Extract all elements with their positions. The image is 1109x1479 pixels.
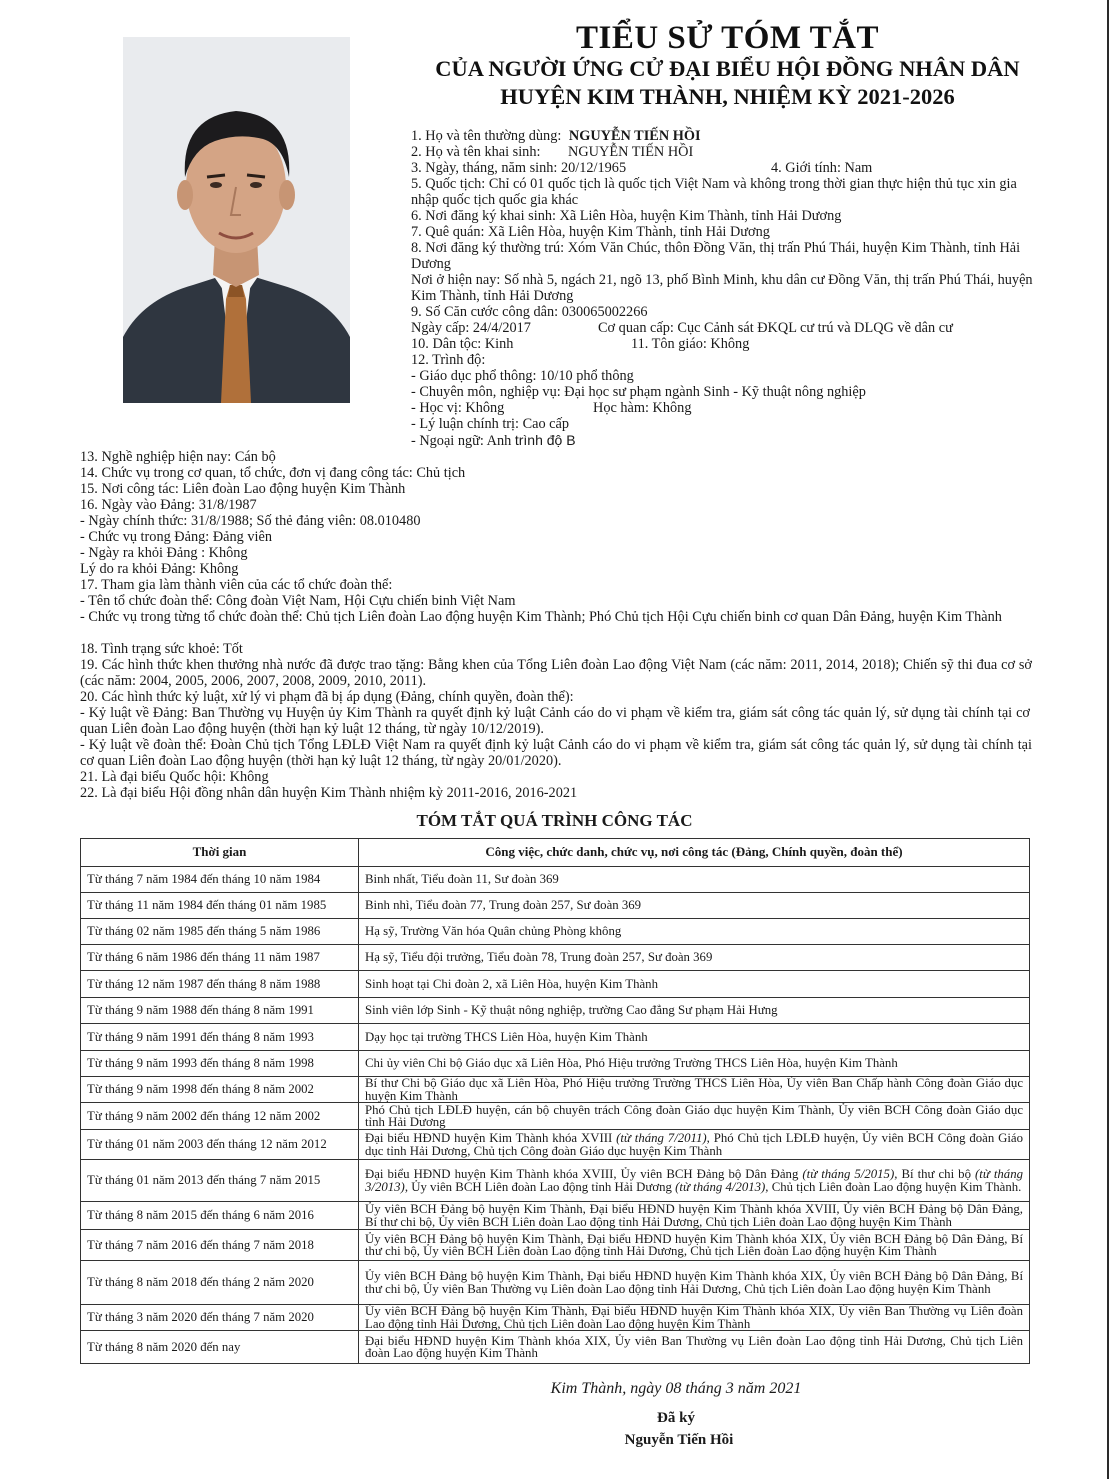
- row-description-text: Đại biểu HĐND huyện Kim Thành khóa XVIII, Ủy viên BCH Đảng bộ Dân Đảng: [365, 1167, 803, 1181]
- occupation: 13. Nghề nghiệp hiện nay: Cán bộ: [80, 449, 276, 465]
- row-description: Đại biểu HĐND huyện Kim Thành khóa XIX, Ủy viên Ban Thường vụ Liên đoàn Lao động tỉnh Hải Dương, Chủ tịch Liên đoàn Lao động huyện Kim Thành: [359, 1331, 1030, 1364]
- hometown: 7. Quê quán: Xã Liên Hòa, huyện Kim Thành, tỉnh Hải Dương: [411, 224, 770, 240]
- table-header-row: [81, 839, 1030, 867]
- row-description: Sinh hoạt tại Chi đoàn 2, xã Liên Hòa, huyện Kim Thành: [359, 971, 1030, 998]
- work-history-rows: [81, 867, 1030, 1364]
- national-assembly-delegate: 21. Là đại biểu Quốc hội: Không: [80, 769, 269, 785]
- party-position: - Chức vụ trong Đảng: Đảng viên: [80, 529, 272, 545]
- table-row: [81, 1305, 1030, 1331]
- row-description: Sinh viên lớp Sinh - Kỹ thuật nông nghiệp, trường Cao đẳng Sư phạm Hải Hưng: [359, 998, 1030, 1024]
- political-theory: - Lý luận chính trị: Cao cấp: [411, 416, 570, 432]
- table-row: [81, 1077, 1030, 1103]
- foreign-language-name: - Ngoại ngữ: Anh: [411, 433, 512, 449]
- info-label: 1. Họ và tên thường dùng:: [411, 128, 562, 144]
- row-description-note: (từ tháng 4/2013): [675, 1179, 766, 1194]
- professional-qualification: - Chuyên môn, nghiệp vụ: Đại học sư phạm ngành Sinh - Kỹ thuật nông nghiệp: [411, 384, 866, 400]
- permanent-residence: 8. Nơi đăng ký thường trú: Xóm Văn Chúc, thôn Đồng Văn, thị trấn Phú Thái, huyện Kim Thành, tỉnh Hải Dương: [411, 240, 1021, 272]
- row-description-note: (từ tháng 7/2011): [616, 1131, 707, 1145]
- workplace: 15. Nơi công tác: Liên đoàn Lao động huyện Kim Thành: [80, 481, 406, 497]
- row-time: Từ tháng 9 năm 1998 đến tháng 8 năm 2002: [81, 1077, 359, 1103]
- portrait-photo: [123, 37, 350, 403]
- nationality: 5. Quốc tịch: Chỉ có 01 quốc tịch là quốc tịch Việt Nam và không trong thời gian thực hiện thủ tục xin gia nhập quốc tịch quốc gia khác: [411, 176, 1017, 208]
- table-row: [81, 945, 1030, 971]
- work-history-title: TÓM TẮT QUÁ TRÌNH CÔNG TÁC: [416, 811, 693, 830]
- party-exit-date: - Ngày ra khỏi Đảng : Không: [80, 545, 248, 561]
- party-official-date: - Ngày chính thức: 31/8/1988; Số thẻ đảng viên: 08.010480: [80, 513, 421, 529]
- academic-title: Học hàm: Không: [593, 400, 692, 416]
- academic-degree: - Học vị: Không: [411, 400, 505, 416]
- row-description: Binh nhì, Tiểu đoàn 77, Trung đoàn 257, Sư đoàn 369: [359, 893, 1030, 919]
- table-row: [81, 1051, 1030, 1077]
- row-description: Binh nhất, Tiểu đoàn 11, Sư đoàn 369: [359, 867, 1030, 893]
- row-time: Từ tháng 8 năm 2020 đến nay: [81, 1331, 359, 1364]
- religion: 11. Tôn giáo: Không: [631, 336, 750, 352]
- row-description: Ủy viên BCH Đảng bộ huyện Kim Thành, Đại biểu HĐND huyện Kim Thành khóa XIX, Ủy viên BCH Đảng bộ Dân Đảng, Bí thư chi bộ, Ủy viên BCH Liên đoàn Lao động tỉnh Hải Dương, Chủ tịch Liên đoàn Lao động huyện Kim Thành: [359, 1230, 1030, 1261]
- table-row: [81, 867, 1030, 893]
- signing-place-date: Kim Thành, ngày 08 tháng 3 năm 2021: [550, 1380, 802, 1397]
- foreign-language: [411, 432, 576, 449]
- organizations-heading: 17. Tham gia làm thành viên của các tổ chức đoàn thể:: [80, 577, 393, 593]
- row-time: Từ tháng 9 năm 1993 đến tháng 8 năm 1998: [81, 1051, 359, 1077]
- row-time: Từ tháng 9 năm 1988 đến tháng 8 năm 1991: [81, 998, 359, 1024]
- row-description: Dạy học tại trường THCS Liên Hòa, huyện Kim Thành: [359, 1024, 1030, 1051]
- row-description: Bí thư Chi bộ Giáo dục xã Liên Hòa, Phó Hiệu trưởng Trường THCS Liên Hòa, Ủy viên Ban Chấp hành Công đoàn Giáo dục huyện Kim Thành: [359, 1077, 1030, 1103]
- table-row: [81, 971, 1030, 998]
- row-description: [359, 1130, 1030, 1160]
- row-description-text: , Bí thư chi bộ: [894, 1167, 976, 1181]
- row-time: Từ tháng 01 năm 2013 đến tháng 7 năm 2015: [81, 1160, 359, 1202]
- row-description: Ủy viên BCH Đảng bộ huyện Kim Thành, Đại biểu HĐND huyện Kim Thành khóa XIX, Ủy viên BCH Đảng bộ Dân Đảng, Bí thư chi bộ, Ủy viên Ban Thường vụ Liên đoàn Lao động tỉnh Hải Dương, Chủ tịch Liên đoàn Lao động huyện Kim Thành: [359, 1261, 1030, 1305]
- row-description-text: , Phó Chủ tịch LĐLĐ huyện, Ủy viên BCH Công đoàn Giáo dục tỉnh Hải Dương, Chủ tịch Công đoàn Giáo dục huyện Kim Thành: [365, 1131, 1023, 1158]
- signed-status: Đã ký: [657, 1410, 695, 1426]
- work-history-table: [80, 838, 1030, 1364]
- table-row: [81, 1024, 1030, 1051]
- organization-positions: - Chức vụ trong từng tổ chức đoàn thể: Chủ tịch Liên đoàn Lao động huyện Kim Thành; Phó Chủ tịch Hội Cựu chiến binh cơ quan Dân Đảng, huyện Kim Thành: [80, 609, 1002, 625]
- row-description: Ủy viên BCH Đảng bộ huyện Kim Thành, Đại biểu HĐND huyện Kim Thành khóa XIX, Ủy viên Ban Thường vụ Liên đoàn Lao động tỉnh Hải Dương, Chủ tịch Liên đoàn Lao động huyện Kim Thành: [359, 1305, 1030, 1331]
- row-description-text: , Ủy viên BCH Liên đoàn Lao động tỉnh Hải Dương: [404, 1179, 676, 1194]
- id-issuer: Cơ quan cấp: Cục Cảnh sát ĐKQL cư trú và DLQG về dân cư: [598, 320, 953, 336]
- document-subtitle-1: CỦA NGƯỜI ỨNG CỬ ĐẠI BIỂU HỘI ĐỒNG NHÂN DÂN: [435, 56, 1020, 81]
- info-line-1: [411, 128, 701, 144]
- row-time: Từ tháng 8 năm 2015 đến tháng 6 năm 2016: [81, 1202, 359, 1230]
- position: 14. Chức vụ trong cơ quan, tổ chức, đơn vị đang công tác: Chủ tịch: [80, 465, 466, 481]
- row-time: Từ tháng 9 năm 1991 đến tháng 8 năm 1993: [81, 1024, 359, 1051]
- birth-name: NGUYỄN TIẾN HỒI: [568, 144, 694, 160]
- council-delegate: 22. Là đại biểu Hội đồng nhân dân huyện Kim Thành nhiệm kỳ 2011-2016, 2016-2021: [80, 785, 578, 801]
- table-row: [81, 1331, 1030, 1364]
- party-discipline: - Kỷ luật về Đảng: Ban Thường vụ Huyện ủy Kim Thành ra quyết định kỷ luật Cảnh cáo do vi phạm về kiểm tra, giám sát công tác quản lý, sử dụng tài chính tại cơ quan Liên đoàn Lao động huyện (thời hạn kỷ luật 12 tháng, từ ngày 10/12/2019).: [80, 705, 1030, 737]
- party-exit-reason: Lý do ra khỏi Đảng: Không: [80, 561, 239, 577]
- document-subtitle-2: HUYỆN KIM THÀNH, NHIỆM KỲ 2021-2026: [500, 84, 955, 109]
- union-discipline: - Kỷ luật về đoàn thể: Đoàn Chủ tịch Tổng LĐLĐ Việt Nam ra quyết định kỷ luật Cảnh cáo do vi phạm về kiểm tra, giám sát công tác quản lý, sử dụng tài chính tại cơ quan Liên đoàn Lao động huyện (thời hạn kỷ luật 12 tháng, từ ngày 20/01/2020).: [80, 737, 1032, 769]
- table-row: [81, 1103, 1030, 1130]
- row-description-note: (từ tháng 5/2015): [802, 1167, 895, 1181]
- education-heading: 12. Trình độ:: [411, 352, 486, 368]
- row-time: Từ tháng 7 năm 1984 đến tháng 10 năm 1984: [81, 867, 359, 893]
- table-row: [81, 1230, 1030, 1261]
- id-number: 9. Số Căn cước công dân: 030065002266: [411, 304, 648, 320]
- info-line-2: [411, 144, 693, 160]
- row-description: [359, 1160, 1030, 1202]
- birth-registration: 6. Nơi đăng ký khai sinh: Xã Liên Hòa, huyện Kim Thành, tỉnh Hải Dương: [411, 208, 842, 224]
- row-time: Từ tháng 01 năm 2003 đến tháng 12 năm 2012: [81, 1130, 359, 1160]
- row-description: Chi ủy viên Chi bộ Giáo dục xã Liên Hòa, Phó Hiệu trưởng Trường THCS Liên Hòa, huyện Kim Thành: [359, 1051, 1030, 1077]
- row-time: Từ tháng 7 năm 2016 đến tháng 7 năm 2018: [81, 1230, 359, 1261]
- table-row: [81, 1130, 1030, 1160]
- row-description-note: (từ tháng 3/2013): [365, 1167, 1023, 1194]
- row-time: Từ tháng 8 năm 2018 đến tháng 2 năm 2020: [81, 1261, 359, 1305]
- row-time: Từ tháng 9 năm 2002 đến tháng 12 năm 2002: [81, 1103, 359, 1130]
- table-row: [81, 893, 1030, 919]
- current-residence: Nơi ở hiện nay: Số nhà 5, ngách 21, ngõ 13, phố Bình Minh, khu dân cư Đồng Văn, thị trấn Phú Thái, huyện Kim Thành, tỉnh Hải Dương: [411, 272, 1033, 304]
- row-time: Từ tháng 3 năm 2020 đến tháng 7 năm 2020: [81, 1305, 359, 1331]
- document-title: TIỂU SỬ TÓM TẮT: [575, 20, 880, 56]
- row-time: Từ tháng 11 năm 1984 đến tháng 01 năm 1985: [81, 893, 359, 919]
- general-education: - Giáo dục phổ thông: 10/10 phổ thông: [411, 368, 634, 384]
- row-time: Từ tháng 12 năm 1987 đến tháng 8 năm 1988: [81, 971, 359, 998]
- info-label: 2. Họ và tên khai sinh:: [411, 144, 541, 160]
- party-join-date: 16. Ngày vào Đảng: 31/8/1987: [80, 497, 257, 513]
- birth-date: 3. Ngày, tháng, năm sinh: 20/12/1965: [411, 160, 627, 176]
- health-status: 18. Tình trạng sức khoẻ: Tốt: [80, 641, 243, 657]
- table-row: [81, 1202, 1030, 1230]
- table-row: [81, 1261, 1030, 1305]
- ethnicity: 10. Dân tộc: Kinh: [411, 336, 514, 352]
- row-description-text: Đại biểu HĐND huyện Kim Thành khóa XVIII: [365, 1131, 617, 1145]
- row-description-text: , Chủ tịch Liên đoàn Lao động huyện Kim Thành.: [765, 1179, 1022, 1194]
- row-description: Hạ sỹ, Trường Văn hóa Quân chủng Phòng không: [359, 919, 1030, 945]
- awards: 19. Các hình thức khen thưởng nhà nước đã được trao tặng: Bằng khen của Tổng Liên đoàn Lao động Việt Nam (các năm: 2011, 2014, 2018); Chiến sỹ thi đua cơ sở (các năm: 2004, 2005, 2006, 2007, 2008, 2009, 2010, 2011).: [80, 657, 1032, 689]
- signer-name: Nguyễn Tiến Hồi: [624, 1432, 734, 1448]
- row-time: Từ tháng 02 năm 1985 đến tháng 5 năm 1986: [81, 919, 359, 945]
- row-description: Phó Chủ tịch LĐLĐ huyện, cán bộ chuyên trách Công đoàn Giáo dục huyện Kim Thành, Ủy viên BCH Công đoàn Giáo dục tỉnh Hải Dương: [359, 1103, 1030, 1130]
- disciplines-heading: 20. Các hình thức kỷ luật, xử lý vi phạm đã bị áp dụng (Đảng, chính quyền, đoàn thể):: [80, 689, 574, 705]
- row-description: Ủy viên BCH Đảng bộ huyện Kim Thành, Đại biểu HĐND huyện Kim Thành khóa XVIII, Ủy viên BCH Đảng bộ Dân Đảng, Bí thư chi bộ, Ủy viên BCH Liên đoàn Lao động tỉnh Hải Dương, Chủ tịch Liên đoàn Lao động huyện Kim Thành: [359, 1202, 1030, 1230]
- organization-names: - Tên tổ chức đoàn thể: Công đoàn Việt Nam, Hội Cựu chiến binh Việt Nam: [80, 593, 516, 609]
- foreign-language-level: trình độ B: [514, 432, 576, 448]
- row-time: Từ tháng 6 năm 1986 đến tháng 11 năm 1987: [81, 945, 359, 971]
- common-name: NGUYỄN TIẾN HỒI: [568, 128, 701, 144]
- table-row: [81, 919, 1030, 945]
- gender: 4. Giới tính: Nam: [771, 160, 873, 176]
- table-row: [81, 1160, 1030, 1202]
- table-row: [81, 998, 1030, 1024]
- row-description: Hạ sỹ, Tiểu đội trưởng, Tiểu đoàn 78, Trung đoàn 257, Sư đoàn 369: [359, 945, 1030, 971]
- column-header-description: Công việc, chức danh, chức vụ, nơi công tác (Đảng, Chính quyền, đoàn thể): [359, 839, 1030, 867]
- column-header-time: Thời gian: [81, 839, 359, 867]
- id-issue-date: Ngày cấp: 24/4/2017: [411, 320, 531, 336]
